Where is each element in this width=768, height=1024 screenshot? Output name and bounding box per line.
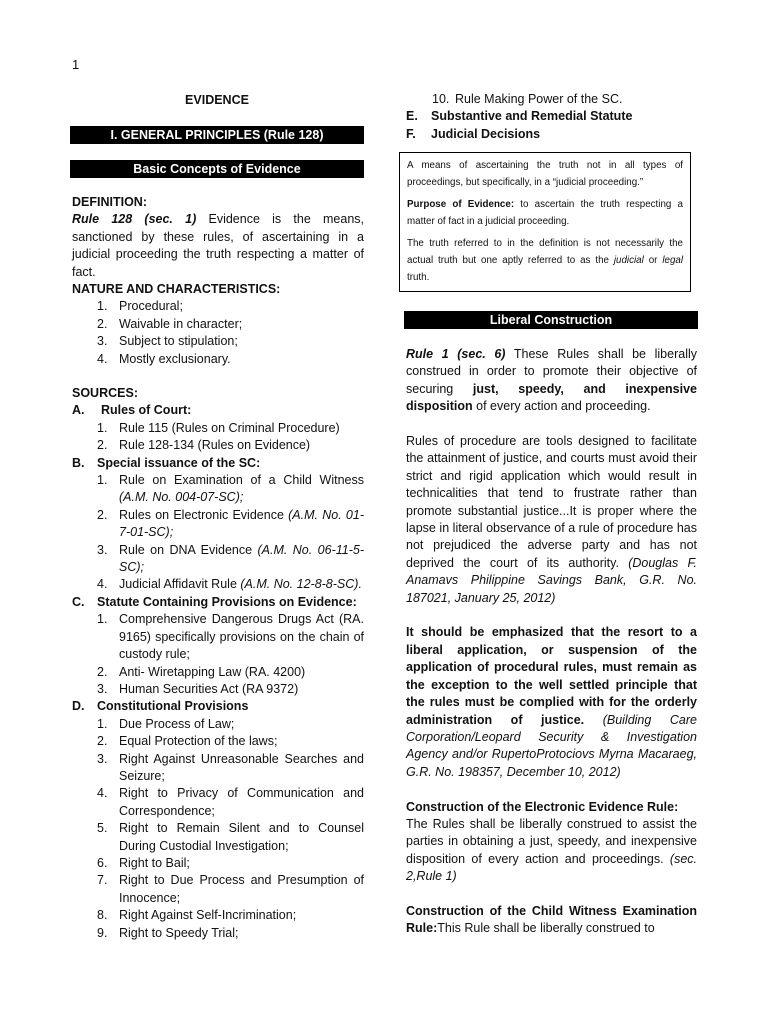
definition-text: Evidence is the means, sanctioned by these rules, of ascertaining in a judicial proceeding the truth respecting a matter of fact. (72, 212, 364, 279)
subsection-bar-basic-concepts: Basic Concepts of Evidence (70, 160, 364, 178)
nature-section (72, 281, 364, 368)
list-item: 6. Right to Bail; (97, 855, 190, 870)
list-item: 1. Comprehensive Dangerous Drugs Act (RA. 9165) specifically provisions on the chain of custody rule; (97, 612, 364, 662)
list-item: 10. Rule Making Power of the SC. (432, 92, 623, 106)
list-item: 4. Right to Privacy of Communication and Correspondence; (97, 786, 364, 818)
list-item: 2. Equal Protection of the laws; (97, 734, 278, 749)
list-item: 3. Human Securities Act (RA 9372) (97, 681, 299, 696)
list-item: 4. Judicial Affidavit Rule (A.M. No. 12-8-8-SC). (97, 577, 362, 592)
source-f: F. Judicial Decisions (406, 126, 541, 141)
list-item: 4. Mostly exclusionary. (97, 351, 231, 366)
list-item: 1. Rule 115 (Rules on Criminal Procedure) (97, 420, 340, 435)
list-item: 8. Right Against Self-Incrimination; (97, 908, 297, 923)
child-witness-paragraph: Construction of the Child Witness Examination Rule:This Rule shall be liberally construed to (406, 903, 697, 936)
definition-section (72, 194, 364, 281)
source-c: C. Statute Containing Provisions on Evidence: (72, 594, 357, 609)
sources-heading: SOURCES: (72, 386, 138, 400)
electronic-evidence-paragraph: Construction of the Electronic Evidence Rule: The Rules shall be liberally construed to assist the parties in obtaining a just, speedy, and inexpensive disposition of every action and proceedings. (sec. 2,Rule 1) (406, 799, 697, 884)
liberal-construction-body (406, 346, 697, 938)
procedure-paragraph: Rules of procedure are tools designed to facilitate the attainment of justice, and courts must avoid their strict and rigid application which would result in technicalities that tend to frustrate rather than promote substantial justice...It is proper where the lapse in literal observance of a rule of procedure has not prejudiced the adverse party and has not deprived the court of its authority. (Douglas F. Anamavs Philippine Savings Bank, G.R. No. 187021, January 25, 2012) (406, 434, 697, 605)
definition-heading: DEFINITION: (72, 195, 147, 209)
source-b: B. Special issuance of the SC: (72, 455, 261, 470)
note-paragraph: A means of ascertaining the truth not in all types of proceedings, but specifically, in a “judicial proceeding.” (407, 160, 683, 189)
note-truth: The truth referred to in the definition is not necessarily the actual truth but one aptly referred to as the judicial or legal truth. (407, 237, 684, 284)
rule1-paragraph: Rule 1 (sec. 6) These Rules shall be liberally construed in order to promote their objective of securing just, speedy, and inexpensive disposition of every action and proceeding. (406, 347, 697, 414)
section-bar-general-principles: I. GENERAL PRINCIPLES (Rule 128) (70, 126, 364, 144)
definition-note-box (399, 152, 691, 292)
definition-ref: Rule 128 (sec. 1) (72, 212, 197, 227)
list-item: 3. Right Against Unreasonable Searches and Seizure; (97, 751, 364, 783)
list-item: 2. Anti- Wiretapping Law (RA. 4200) (97, 664, 306, 679)
list-item: 1. Rule on Examination of a Child Witness (A.M. No. 004-07-SC); (97, 473, 364, 505)
page-number: 1 (72, 57, 80, 72)
sources-continued (406, 91, 697, 143)
list-item: 2. Rules on Electronic Evidence (A.M. No. 01-7-01-SC); (97, 507, 364, 540)
source-e: E. Substantive and Remedial Statute (406, 109, 633, 124)
section-bar-liberal-construction: Liberal Construction (404, 311, 698, 329)
list-item: 2. Rule 128-134 (Rules on Evidence) (97, 438, 311, 453)
emphasis-paragraph: It should be emphasized that the resort to a liberal application, or suspension of the application of procedural rules, must remain as the exception to the well settled principle that the rules must be complied with for the orderly administration of justice. (Building Care Corporation/Leopard Security & Investigation Agency and/or RupertoProtociovs Myrna Macaraeg, G.R. No. 198357, December 10, 2012) (406, 625, 697, 779)
list-item: 9. Right to Speedy Trial; (97, 925, 239, 940)
list-item: 3. Rule on DNA Evidence (A.M. No. 06-11-5-SC); (97, 542, 364, 575)
list-item: 7. Right to Due Process and Presumption of Innocence; (97, 873, 364, 905)
note-purpose: Purpose of Evidence: to ascertain the truth respecting a matter of fact in a judicial proceeding. (407, 198, 683, 228)
list-item: 1. Due Process of Law; (97, 716, 235, 731)
list-item: 2. Waivable in character; (97, 316, 243, 331)
nature-list (72, 298, 364, 368)
sources-section (72, 385, 364, 942)
source-d: D. Constitutional Provisions (72, 699, 249, 714)
definition-paragraph (72, 211, 364, 281)
list-item: 1. Procedural; (97, 299, 183, 314)
source-a: A. Rules of Court: (72, 403, 192, 418)
list-item: 5. Right to Remain Silent and to Counsel During Custodial Investigation; (97, 821, 364, 853)
list-item: 3. Subject to stipulation; (97, 334, 238, 349)
nature-heading: NATURE AND CHARACTERISTICS: (72, 282, 281, 296)
document-title: EVIDENCE (185, 93, 249, 107)
